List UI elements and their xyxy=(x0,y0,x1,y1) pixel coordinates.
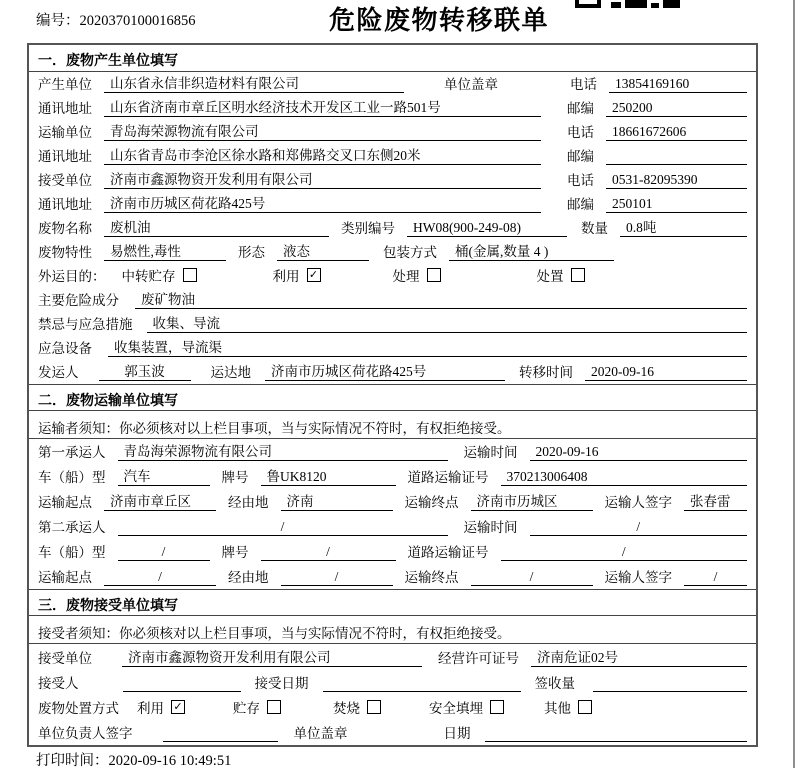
via-label: 经由地 xyxy=(228,495,269,510)
second-carrier-value: / xyxy=(118,519,448,536)
producer-unit-value: 山东省永信非织造材料有限公司 xyxy=(104,72,404,93)
waste-name-row xyxy=(29,216,756,240)
second-road-permit-value: / xyxy=(501,544,748,561)
second-transport-time-value: / xyxy=(530,519,748,536)
arrival-place-label: 运达地 xyxy=(210,365,251,380)
receiver-address-row xyxy=(29,192,756,216)
transport-time-label: 运输时间 xyxy=(463,520,518,535)
phone-label: 电话 xyxy=(567,173,594,188)
purpose-option-label: 处理 xyxy=(392,269,420,284)
second-plate-number-value: / xyxy=(261,544,396,561)
emergency-equipment-value: 收集装置，导流渠 xyxy=(108,336,747,357)
second-origin-value: / xyxy=(104,569,216,586)
qr-code-icon xyxy=(575,0,681,9)
carrier-sign-label: 运输人签字 xyxy=(604,570,672,585)
address-label: 通讯地址 xyxy=(38,149,92,164)
accept-date-value xyxy=(323,691,521,692)
plate-number-label: 牌号 xyxy=(221,545,249,560)
second-route-row xyxy=(29,564,756,589)
main-hazard-value: 废矿物油 xyxy=(135,288,747,309)
purpose-option-label: 中转贮存 xyxy=(121,269,176,284)
arrival-place-value: 济南市历城区荷花路425号 xyxy=(265,360,505,381)
disposal-option-label: 贮存 xyxy=(233,701,260,716)
form-label: 形态 xyxy=(238,245,265,260)
main-hazard-label: 主要危险成分 xyxy=(38,293,119,308)
disposal-option-other xyxy=(544,697,592,717)
second-terminus-value: / xyxy=(471,569,593,586)
receiver-unit-label: 接受单位 xyxy=(38,173,92,188)
checkbox-unchecked-icon xyxy=(183,268,197,282)
transporter-address-row xyxy=(29,144,756,168)
checkbox-checked-icon: ✓ xyxy=(171,700,185,714)
permit-number-label: 经营许可证号 xyxy=(438,651,519,666)
first-transport-time-value: 2020-09-16 xyxy=(530,444,748,461)
acceptor-value xyxy=(123,691,241,692)
responsible-sign-row xyxy=(29,720,756,745)
disposal-option-label: 其他 xyxy=(544,701,571,716)
purpose-option-label: 处置 xyxy=(536,269,564,284)
received-qty-value xyxy=(593,691,747,692)
unit-seal-label: 单位盖章 xyxy=(444,77,498,92)
vehicle-type-label: 车（船）型 xyxy=(38,545,106,560)
print-time-label: 打印时间： xyxy=(36,753,109,769)
transfer-time-value: 2020-09-16 xyxy=(585,364,747,381)
manifest-form xyxy=(27,43,758,747)
first-road-permit-value: 370213006408 xyxy=(501,469,748,486)
checkbox-unchecked-icon xyxy=(578,700,592,714)
second-vehicle-type-value: / xyxy=(118,544,210,561)
disposal-option-label: 利用 xyxy=(137,701,164,716)
quantity-label: 数量 xyxy=(581,221,608,236)
page-right-edge xyxy=(793,0,795,768)
disposal-option-storage xyxy=(233,697,281,717)
disposal-option-label: 安全填埋 xyxy=(429,701,483,716)
checkbox-unchecked-icon xyxy=(571,268,585,282)
first-vehicle-row xyxy=(29,464,756,489)
second-carrier-sign-value: / xyxy=(684,569,747,586)
emergency-equipment-row xyxy=(29,336,756,360)
producer-zip-value: 250200 xyxy=(606,100,747,117)
transport-time-label: 运输时间 xyxy=(463,445,518,460)
checkbox-unchecked-icon xyxy=(367,700,381,714)
second-carrier-label: 第二承运人 xyxy=(38,520,106,535)
plate-number-label: 牌号 xyxy=(221,470,249,485)
first-terminus-value: 济南市历城区 xyxy=(471,490,593,511)
waste-trait-row xyxy=(29,240,756,264)
section1-heading: 一．废物产生单位填写 xyxy=(29,45,756,72)
disposal-option-label: 焚烧 xyxy=(333,701,360,716)
received-qty-label: 签收量 xyxy=(534,676,575,691)
producer-address-value: 山东省济南市章丘区明水经济技术开发区工业一路501号 xyxy=(104,96,541,117)
acceptor-row xyxy=(29,670,756,695)
shipper-row xyxy=(29,360,756,384)
accept-unit-row xyxy=(29,644,756,670)
transporter-unit-value: 青岛海荣源物流有限公司 xyxy=(104,120,541,141)
purpose-option-treat xyxy=(393,265,441,285)
emergency-equipment-label: 应急设备 xyxy=(38,341,92,356)
receiver-zip-value: 250101 xyxy=(606,196,747,213)
print-time xyxy=(36,749,231,770)
unit-seal-label: 单位盖章 xyxy=(293,726,348,741)
phone-label: 电话 xyxy=(570,77,597,92)
road-permit-label: 道路运输证号 xyxy=(407,470,489,485)
purpose-option-transfer-storage xyxy=(122,265,197,285)
terminus-label: 运输终点 xyxy=(404,570,459,585)
second-carrier-row xyxy=(29,514,756,539)
form-value: 液态 xyxy=(277,240,369,261)
serial-label: 编号： xyxy=(36,13,80,29)
second-via-value: / xyxy=(281,569,393,586)
transporter-phone-value: 18661672606 xyxy=(606,124,747,141)
receiver-address-value: 济南市历城区荷花路425号 xyxy=(104,192,541,213)
serial-value: 2020370100016856 xyxy=(79,13,196,29)
first-carrier-row xyxy=(29,439,756,464)
waste-trait-label: 废物特性 xyxy=(38,245,92,260)
disposal-method-label: 废物处置方式 xyxy=(38,701,119,716)
sign-date-label: 日期 xyxy=(443,726,471,741)
address-label: 通讯地址 xyxy=(38,197,92,212)
waste-trait-value: 易燃性,毒性 xyxy=(104,240,226,261)
disposal-method-row xyxy=(29,695,756,720)
receiver-notice: 接受者须知：你必须核对以上栏目事项，当与实际情况不符时，有权拒绝接受。 xyxy=(29,616,756,644)
main-hazard-row xyxy=(29,288,756,312)
receiver-phone-value: 0531-82095390 xyxy=(606,172,747,189)
address-label: 通讯地址 xyxy=(38,101,92,116)
first-carrier-value: 青岛海荣源物流有限公司 xyxy=(118,440,448,461)
sign-date-value xyxy=(485,741,748,742)
purpose-option-label: 利用 xyxy=(272,269,300,284)
origin-label: 运输起点 xyxy=(38,570,92,585)
transporter-unit-label: 运输单位 xyxy=(38,125,92,140)
accept-unit-label: 接受单位 xyxy=(38,651,92,666)
first-plate-number-value: 鲁UK8120 xyxy=(261,465,396,486)
receiver-unit-value: 济南市鑫源物资开发利用有限公司 xyxy=(104,168,541,189)
accept-date-label: 接受日期 xyxy=(254,676,309,691)
waste-name-label: 废物名称 xyxy=(38,221,92,236)
transporter-notice: 运输者须知：你必须核对以上栏目事项，当与实际情况不符时，有权拒绝接受。 xyxy=(29,411,756,439)
second-vehicle-row xyxy=(29,539,756,564)
checkbox-unchecked-icon xyxy=(490,700,504,714)
checkbox-unchecked-icon xyxy=(267,700,281,714)
transfer-purpose-label: 外运目的： xyxy=(38,269,106,284)
first-carrier-sign-value: 张春雷 xyxy=(684,490,747,511)
phone-label: 电话 xyxy=(567,125,594,140)
acceptor-label: 接受人 xyxy=(38,676,79,691)
transporter-address-value: 山东省青岛市李沧区徐水路和郑佛路交叉口东侧20米 xyxy=(104,144,541,165)
via-label: 经由地 xyxy=(228,570,269,585)
producer-phone-value: 13854169160 xyxy=(609,76,747,93)
carrier-sign-label: 运输人签字 xyxy=(604,495,672,510)
purpose-option-dispose xyxy=(537,265,585,285)
quantity-value: 0.8吨 xyxy=(620,216,747,237)
serial-number xyxy=(36,9,196,30)
packaging-label: 包装方式 xyxy=(383,245,437,260)
disposal-option-incinerate xyxy=(333,697,381,717)
accept-unit-value: 济南市鑫源物资开发利用有限公司 xyxy=(122,646,422,667)
waste-name-value: 废机油 xyxy=(104,216,329,237)
responsible-sign-label: 单位负责人签字 xyxy=(38,726,133,741)
terminus-label: 运输终点 xyxy=(404,495,459,510)
zip-label: 邮编 xyxy=(567,149,594,164)
transporter-zip-value xyxy=(606,164,747,165)
road-permit-label: 道路运输证号 xyxy=(407,545,489,560)
first-route-row xyxy=(29,489,756,514)
receiver-unit-row xyxy=(29,168,756,192)
transfer-purpose-row xyxy=(29,264,756,288)
first-via-value: 济南 xyxy=(281,490,393,511)
origin-label: 运输起点 xyxy=(38,495,92,510)
vehicle-type-label: 车（船）型 xyxy=(38,470,106,485)
zip-label: 邮编 xyxy=(567,101,594,116)
print-time-value: 2020-09-16 10:49:51 xyxy=(108,753,232,769)
taboo-measures-label: 禁忌与应急措施 xyxy=(38,317,133,332)
section3-heading: 三．废物接受单位填写 xyxy=(29,589,756,616)
permit-number-value: 济南危证02号 xyxy=(531,646,747,667)
producer-unit-row xyxy=(29,72,756,96)
first-carrier-label: 第一承运人 xyxy=(38,445,106,460)
category-code-value: HW08(900-249-08) xyxy=(407,220,567,237)
transfer-time-label: 转移时间 xyxy=(519,365,573,380)
checkbox-checked-icon: ✓ xyxy=(307,268,321,282)
category-code-label: 类别编号 xyxy=(341,221,395,236)
producer-address-row xyxy=(29,96,756,120)
purpose-option-use xyxy=(273,265,321,285)
transporter-unit-row xyxy=(29,120,756,144)
page-title: 危险废物转移联单 xyxy=(329,5,550,35)
taboo-measures-row xyxy=(29,312,756,336)
zip-label: 邮编 xyxy=(567,197,594,212)
section2-heading: 二．废物运输单位填写 xyxy=(29,384,756,411)
shipper-value: 郭玉波 xyxy=(99,360,191,381)
disposal-option-use xyxy=(137,697,185,717)
shipper-label: 发运人 xyxy=(38,365,79,380)
packaging-value: 桶(金属,数量 4 ) xyxy=(449,240,614,261)
responsible-sign-value xyxy=(163,741,278,742)
producer-unit-label: 产生单位 xyxy=(38,77,92,92)
checkbox-unchecked-icon xyxy=(427,268,441,282)
first-origin-value: 济南市章丘区 xyxy=(104,490,216,511)
taboo-measures-value: 收集、导流 xyxy=(147,312,748,333)
disposal-option-landfill xyxy=(429,697,504,717)
first-vehicle-type-value: 汽车 xyxy=(118,465,210,486)
